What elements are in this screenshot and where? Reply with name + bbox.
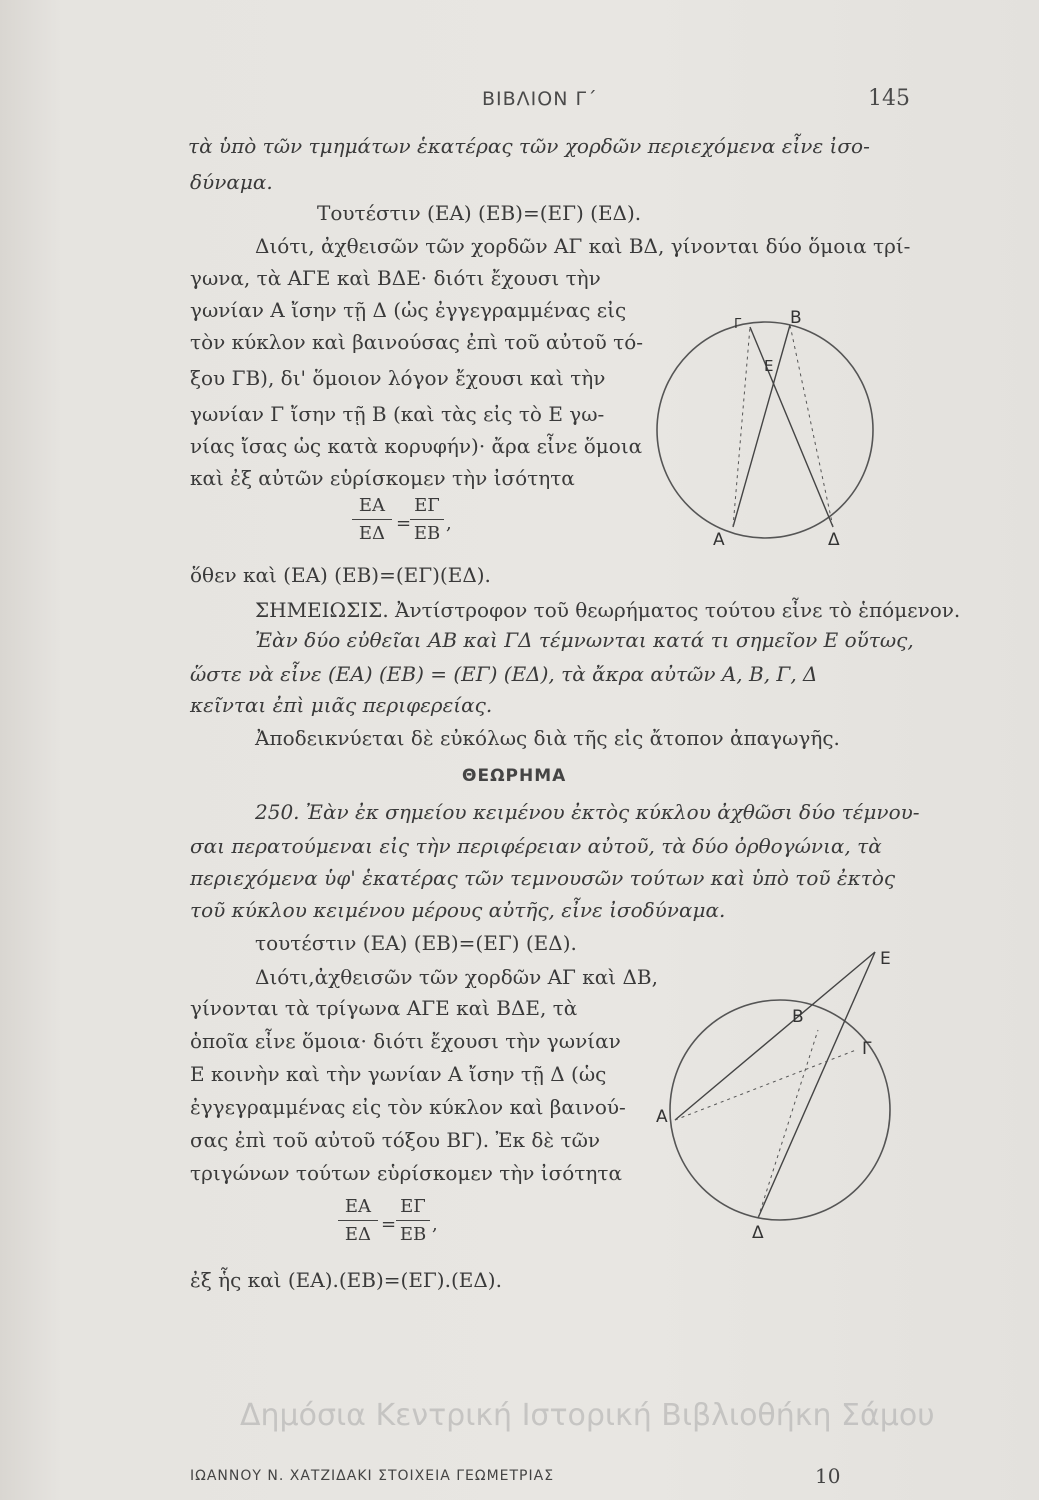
equals-sign: =	[381, 1214, 397, 1235]
fraction-bar	[338, 1220, 378, 1221]
fraction-numerator: ΕΓ	[414, 495, 440, 516]
point-label-B: B	[790, 308, 802, 328]
library-watermark: Δημόσια Κεντρική Ιστορική Βιβλιοθήκη Σάμου	[240, 1398, 935, 1433]
page-number: 145	[868, 86, 910, 111]
footer-title: ΙΩΑΝΝΟΥ Ν. ΧΑΤΖΙΔΑΚΙ ΣΤΟΙΧΕΙΑ ΓΕΩΜΕΤΡΙΑΣ	[190, 1468, 555, 1484]
circle	[657, 322, 873, 538]
comma: ,	[432, 1214, 438, 1235]
text-line: καὶ ἐξ αὐτῶν εὑρίσκομεν τὴν ἰσότητα	[190, 466, 575, 490]
secant-ED	[758, 952, 875, 1218]
text-line: κεῖνται ἐπὶ μιᾶς περιφερείας.	[190, 693, 493, 717]
point-label-G: Γ	[862, 1039, 872, 1059]
text-line: τοῦ κύκλου κειμένου μέρους αὐτῆς, εἶνε ἰσοδύναμα.	[190, 898, 726, 922]
text-line: Ἐὰν δύο εὐθεῖαι ΑΒ καὶ ΓΔ τέμνωνται κατά τι σημεῖον Ε οὕτως,	[255, 628, 914, 652]
point-label-B: B	[792, 1007, 804, 1027]
text-line: Ἀποδεικνύεται δὲ εὐκόλως διὰ τῆς εἰς ἄτοπον ἀπαγωγῆς.	[255, 726, 840, 750]
text-line: 250. Ἐὰν ἐκ σημείου κειμένου ἐκτὸς κύκλου ἀχθῶσι δύο τέμνου-	[255, 800, 920, 824]
text-line: ὅθεν καὶ (ΕΑ) (ΕΒ)=(ΕΓ)(ΕΔ).	[190, 563, 491, 587]
fraction-denominator: ΕΔ	[344, 1224, 372, 1245]
point-label-E: E	[880, 949, 891, 969]
theorem-heading: ΘΕΩΡΗΜΑ	[462, 766, 567, 786]
fraction-right-2	[396, 1196, 430, 1245]
fraction-numerator: ΕΓ	[400, 1196, 426, 1217]
point-label-D: Δ	[752, 1223, 764, 1240]
fraction-numerator: ΕΑ	[358, 495, 386, 516]
fraction-denominator: ΕΒ	[399, 1224, 427, 1245]
text-line: ξου ΓΒ), δι' ὅμοιον λόγον ἔχουσι καὶ τὴν	[190, 366, 606, 390]
point-label-G: Γ	[734, 317, 742, 332]
text-line: ΣΗΜΕΙΩΣΙΣ. Ἀντίστροφον τοῦ θεωρήματος τούτου εἶνε τὸ ἑπόμενον.	[255, 598, 961, 622]
text-line: ἐγγεγραμμένας εἰς τὸν κύκλον καὶ βαινού-	[190, 1095, 626, 1119]
circle	[670, 1000, 890, 1220]
text-line: Ε κοινὴν καὶ τὴν γωνίαν Α ἴσην τῇ Δ (ὡς	[190, 1062, 607, 1086]
text-line: ὁποῖα εἶνε ὅμοια· διότι ἔχουσι τὴν γωνίαν	[190, 1029, 621, 1053]
chord-BD	[790, 325, 833, 527]
signature-number: 10	[815, 1464, 841, 1488]
text-line: σας ἐπὶ τοῦ αὐτοῦ τόξου ΒΓ). Ἐκ δὲ τῶν	[190, 1128, 601, 1152]
fraction-left-2	[338, 1196, 378, 1245]
figure-intersecting-chords	[650, 295, 890, 555]
text-line: Τουτέστιν (ΕΑ) (ΕΒ)=(ΕΓ) (ΕΔ).	[317, 201, 642, 225]
fraction-bar	[352, 519, 392, 520]
text-line: γωνα, τὰ ΑΓΕ καὶ ΒΔΕ· διότι ἔχουσι τὴν	[190, 266, 601, 290]
fraction-denominator: ΕΒ	[413, 523, 441, 544]
text-line: γίνονται τὰ τρίγωνα ΑΓΕ καὶ ΒΔΕ, τὰ	[190, 996, 578, 1020]
text-line: ἐξ ἧς καὶ (ΕΑ).(ΕΒ)=(ΕΓ).(ΕΔ).	[190, 1268, 502, 1292]
text-line: ὥστε νὰ εἶνε (ΕΑ) (ΕΒ) = (ΕΓ) (ΕΔ), τὰ ἄκρα αὐτῶν Α, Β, Γ, Δ	[190, 662, 818, 686]
figure-secants	[650, 940, 920, 1240]
fraction-bar	[410, 519, 444, 520]
fraction-right-1	[410, 495, 444, 544]
chord-AG	[675, 1050, 856, 1120]
secant-EA	[675, 952, 875, 1120]
text-line: γωνίαν Α ἴσην τῇ Δ (ὡς ἐγγεγραμμένας εἰς	[190, 298, 627, 322]
text-line: δύναμα.	[190, 170, 273, 194]
chord-DB	[758, 1030, 818, 1218]
text-line: τὸν κύκλον καὶ βαινούσας ἐπὶ τοῦ αὐτοῦ τό-	[190, 330, 644, 354]
running-head: ΒΙΒΛΙΟΝ Γ΄	[482, 88, 598, 110]
point-label-D: Δ	[828, 530, 840, 550]
text-line: τὰ ὑπὸ τῶν τμημάτων ἑκατέρας τῶν χορδῶν περιεχόμενα εἶνε ἰσο-	[188, 134, 870, 158]
equals-sign: =	[396, 513, 412, 534]
fraction-bar	[396, 1220, 430, 1221]
point-label-E: E	[764, 357, 774, 375]
point-label-A: A	[713, 530, 725, 550]
text-line: σαι περατούμεναι εἰς τὴν περιφέρειαν αὐτοῦ, τὰ δύο ὀρθογώνια, τὰ	[190, 834, 882, 858]
fraction-left-1	[352, 495, 392, 544]
text-line: Διότι, ἀχθεισῶν τῶν χορδῶν ΑΓ καὶ ΒΔ, γίνονται δύο ὅμοια τρί-	[255, 234, 911, 258]
text-line: Διότι,ἀχθεισῶν τῶν χορδῶν ΑΓ καὶ ΔΒ,	[255, 965, 658, 989]
comma: ,	[446, 513, 452, 534]
text-line: τριγώνων τούτων εὑρίσκομεν τὴν ἰσότητα	[190, 1161, 622, 1185]
fraction-denominator: ΕΔ	[358, 523, 386, 544]
point-label-A: A	[656, 1107, 668, 1127]
text-line: νίας ἴσας ὡς κατὰ κορυφήν)· ἄρα εἶνε ὅμοια	[190, 434, 643, 458]
fraction-numerator: ΕΑ	[344, 1196, 372, 1217]
chord-GD	[750, 327, 833, 527]
text-line: τουτέστιν (ΕΑ) (ΕΒ)=(ΕΓ) (ΕΔ).	[255, 931, 577, 955]
text-line: περιεχόμενα ὑφ' ἑκατέρας τῶν τεμνουσῶν τούτων καὶ ὑπὸ τοῦ ἐκτὸς	[190, 866, 896, 890]
text-line: γωνίαν Γ ἴσην τῇ Β (καὶ τὰς εἰς τὸ Ε γω-	[190, 402, 605, 426]
